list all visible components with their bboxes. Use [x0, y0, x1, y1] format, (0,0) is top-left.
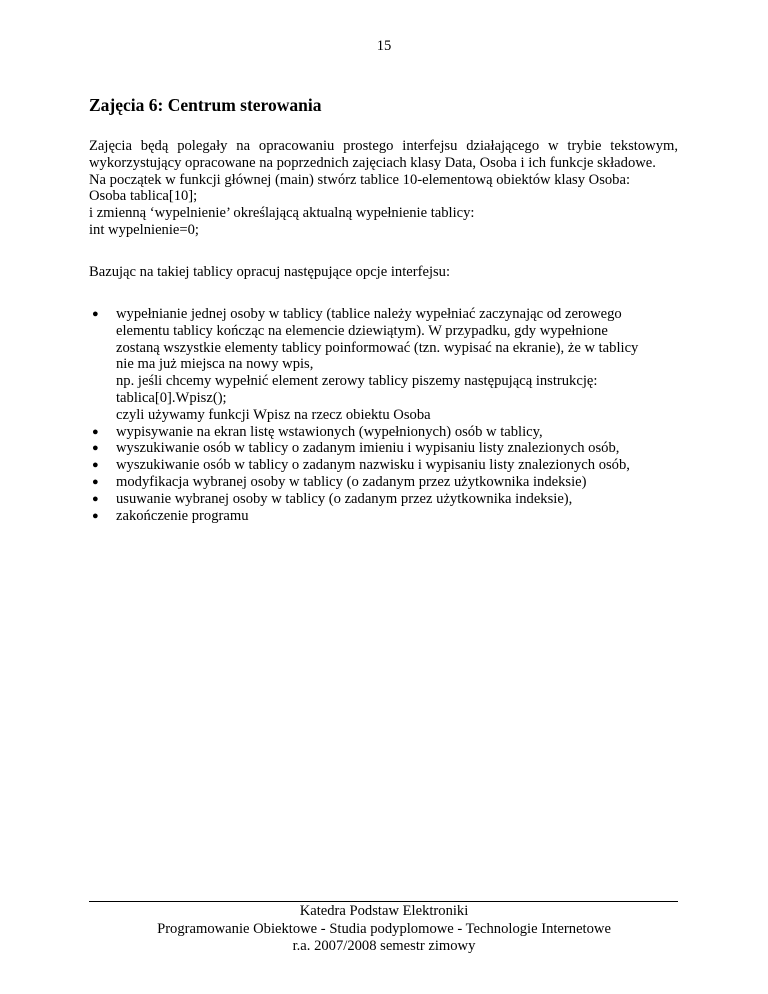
- option-item: [89, 508, 678, 525]
- bullet-icon: ●: [92, 308, 99, 320]
- option-item: [89, 440, 678, 457]
- options-list: [89, 306, 678, 524]
- option-text-line: nie ma już miejsca na nowy wpis,: [116, 356, 314, 373]
- option-text-line: usuwanie wybranej osoby w tablicy (o zadanym przez użytkownika indeksie),: [116, 490, 573, 507]
- intro-line-main-instruction: Na początek w funkcji głównej (main) stwórz tablice 10-elementową obiektów klasy Osoba:: [89, 171, 631, 188]
- option-item: [89, 306, 678, 424]
- bullet-icon: ●: [92, 459, 99, 472]
- intro-line-array-declaration: Osoba tablica[10];: [89, 188, 198, 205]
- option-text-line: modyfikacja wybranej osoby w tablicy (o zadanym przez użytkownika indeksie): [116, 473, 587, 490]
- option-item: [89, 457, 678, 474]
- bullet-icon: ●: [92, 475, 99, 488]
- option-text-line: tablica[0].Wpisz();: [116, 389, 227, 406]
- option-text-line: elementu tablicy kończąc na elemencie dziewiątym). W przypadku, gdy wypełnione: [116, 322, 608, 339]
- bullet-icon: ●: [92, 492, 99, 505]
- option-text-line: czyli używamy funkcji Wpisz na rzecz obiektu Osoba: [116, 406, 431, 423]
- page-footer: [0, 903, 768, 956]
- footer-department: Katedra Podstaw Elektroniki: [299, 903, 469, 919]
- bullet-icon: ●: [92, 509, 99, 522]
- footer-divider: [89, 901, 678, 902]
- option-item: [89, 424, 678, 441]
- intro-section: [89, 138, 678, 239]
- section-heading: Zajęcia 6: Centrum sterowania: [89, 95, 322, 115]
- option-item: [89, 491, 678, 508]
- option-text-line: np. jeśli chcemy wypełnić element zerowy tablicy piszemy następującą instrukcję:: [116, 373, 598, 390]
- option-text-line: wyszukiwanie osób w tablicy o zadanym nazwisku i wypisaniu listy znalezionych osób,: [116, 457, 630, 474]
- option-text-line: wypełnianie jednej osoby w tablicy (tablice należy wypełniać zaczynając od zerowego: [116, 306, 622, 322]
- option-item: [89, 474, 678, 491]
- footer-course: Programowanie Obiektowe - Studia podyplomowe - Technologie Internetowe: [157, 920, 611, 937]
- option-text-line: wyszukiwanie osób w tablicy o zadanym imieniu i wypisaniu listy znalezionych osób,: [116, 440, 620, 457]
- option-text-line: wypisywanie na ekran listę wstawionych (wypełnionych) osób w tablicy,: [116, 423, 543, 440]
- intro-paragraph: Zajęcia będą polegały na opracowaniu prostego interfejsu działającego w trybie tekstowym, wykorzystujący opracowane na poprzednich zajęciach klasy Data, Osoba i ich funkcje składowe.: [89, 138, 678, 171]
- option-text-line: zostaną wszystkie elementy tablicy poinformować (tzn. wypisać na ekranie), że w tablicy: [116, 339, 639, 356]
- intro-line-variable-description: i zmienną ‘wypelnienie’ określającą aktualną wypełnienie tablicy:: [89, 205, 475, 222]
- options-lead: Bazując na takiej tablicy opracuj następujące opcje interfejsu:: [89, 264, 451, 280]
- bullet-icon: ●: [92, 425, 99, 438]
- option-text-line: zakończenie programu: [116, 507, 249, 524]
- footer-semester: r.a. 2007/2008 semestr zimowy: [292, 938, 476, 954]
- intro-line-variable-declaration: int wypelnienie=0;: [89, 221, 199, 238]
- page-number: 15: [376, 38, 392, 54]
- bullet-icon: ●: [92, 442, 99, 455]
